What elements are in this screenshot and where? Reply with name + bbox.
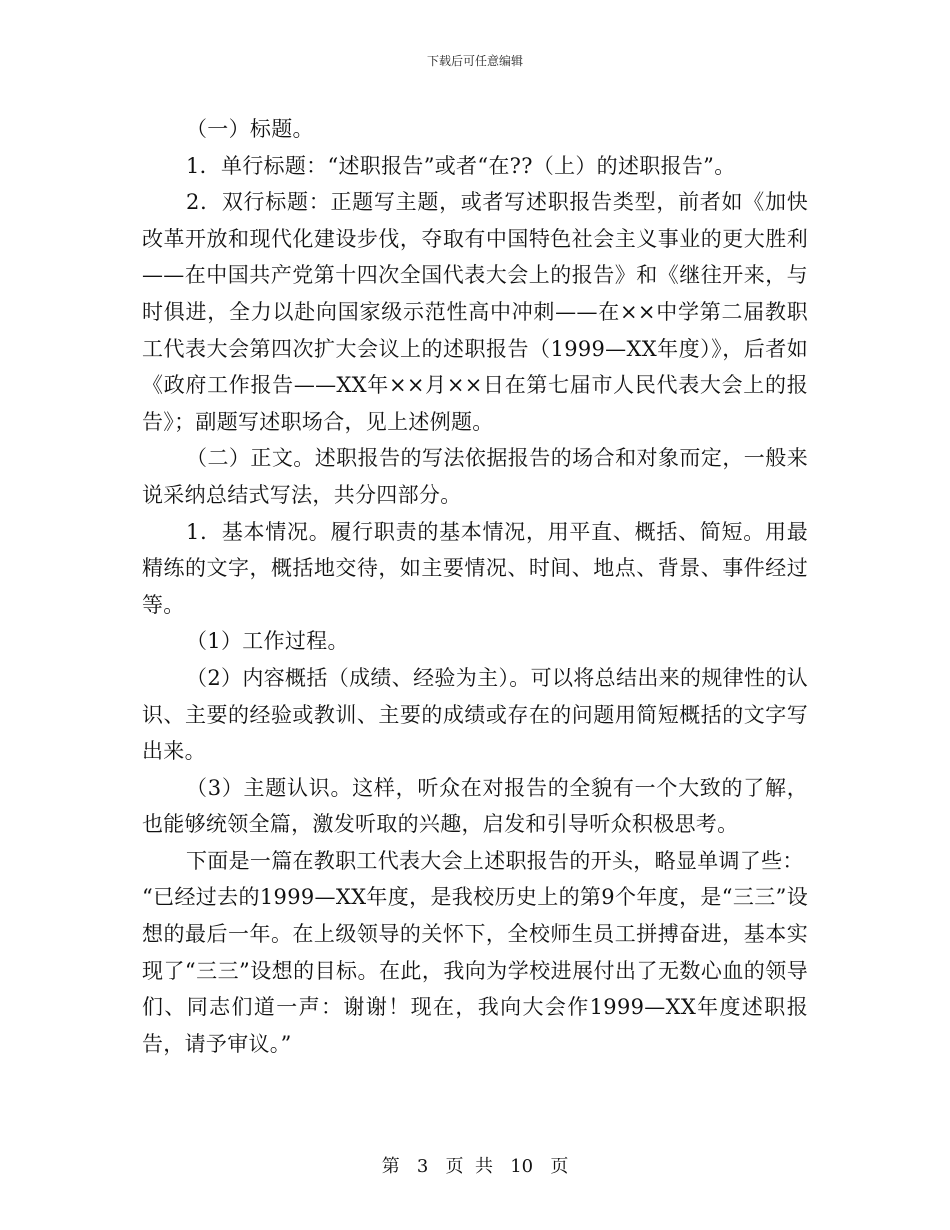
footer-suffix: 页	[550, 1156, 569, 1177]
paragraph-example-intro: 下面是一篇在教职工代表大会上述职报告的开头，略显单调了些：	[186, 848, 804, 873]
footer-current-page: 3	[416, 1156, 429, 1177]
header-text: 下载后可任意编辑	[426, 54, 523, 68]
footer-total-pages: 10	[510, 1156, 534, 1177]
page-header	[0, 53, 950, 69]
footer-middle: 页 共	[445, 1156, 493, 1177]
paragraph-heading-title: （一）标题。	[186, 117, 314, 141]
paragraph-work-process: （1）工作过程。	[186, 629, 349, 654]
paragraph-double-line-title: 2．双行标题：正题写主题，或者写述职报告类型，前者如《加快改革开放和现代化建设步伐，夺取有中国特色社会主义事业的更大胜利——在中国共产党第十四次全国代表大会上的报告》和《继往开来，与时俱进，全力以赴向国家级示范性高中冲刺——在××中学第二届教职工代表大会第四次扩大会议上的述职报告（1999—XX年度）》，后者如《政府工作报告——XX年××月××日在第七届市人民代表大会上的报告》；副题写述职场合，见上述例题。	[142, 190, 808, 434]
page-footer	[0, 1155, 950, 1179]
paragraph-example-quote: “已经过去的1999—XX年度，是我校历史上的第9个年度，是“三三”设想的最后一年。在上级领导的关怀下，全校师生员工拼搏奋进，基本实现了“三三”设想的目标。在此，我向为学校进展付出了无数心血的领导们、同志们道一声：谢谢！现在，我向大会作1999—XX年度述职报告，请予审议。”	[142, 885, 808, 1056]
paragraph-body-heading: （二）正文。述职报告的写法依据报告的场合和对象而定，一般来说采纳总结式写法，共分四部分。	[142, 446, 808, 507]
paragraph-content-summary: （2）内容概括（成绩、经验为主）。可以将总结出来的规律性的认识、主要的经验或教训、主要的成绩或存在的问题用简短概括的文字写出来。	[142, 665, 808, 764]
paragraph-single-line-title: 1．单行标题：“述职报告”或者“在??（上）的述职报告”。	[186, 153, 736, 178]
paragraph-basic-situation: 1．基本情况。履行职责的基本情况，用平直、概括、简短。用最精练的文字，概括地交待，如主要情况、时间、地点、背景、事件经过等。	[142, 519, 808, 617]
document-body	[142, 111, 808, 1062]
paragraph-theme-understanding: （3）主题认识。这样，听众在对报告的全貌有一个大致的了解，也能够统领全篇，激发听取的兴趣，启发和引导听众积极思考。	[142, 775, 808, 837]
footer-prefix: 第	[381, 1156, 400, 1177]
